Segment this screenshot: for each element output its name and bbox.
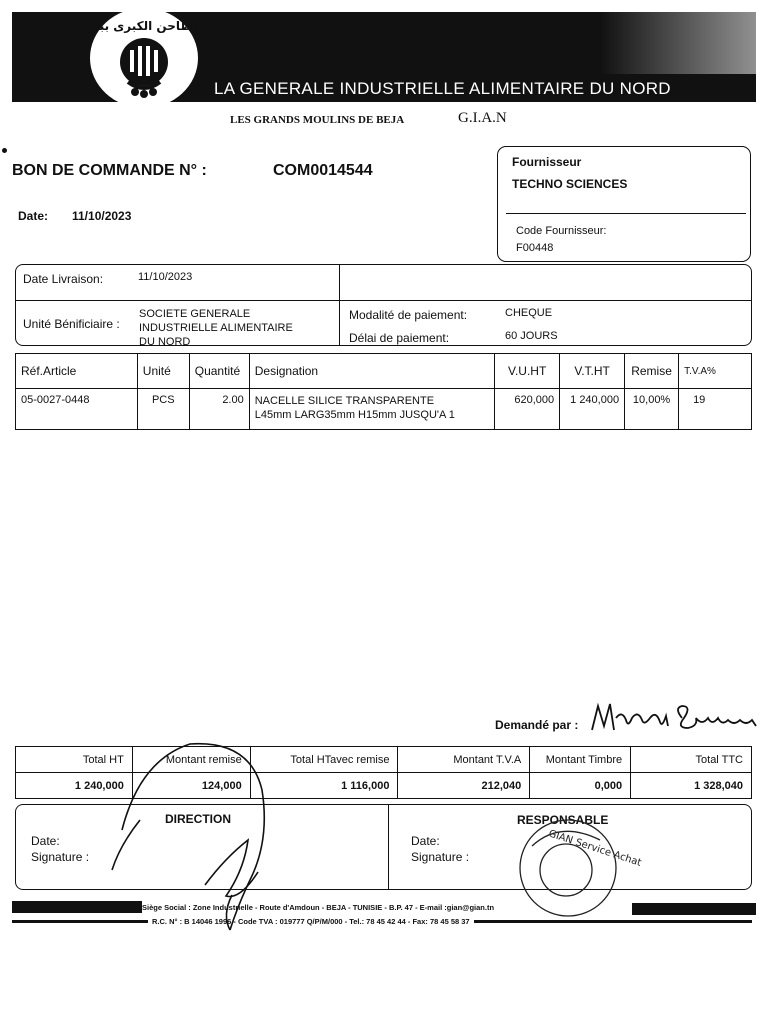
header-fade [600,12,760,74]
payment-mode-label: Modalité de paiement: [349,308,468,322]
supplier-title: Fournisseur [512,155,582,169]
items-table [15,353,752,430]
totals-header-row [16,747,752,773]
item-vtht: 1 240,000 [560,389,625,430]
totals-value-row [16,773,752,799]
montant-tva-value: 212,040 [398,773,530,799]
order-date-label: Date: [18,209,49,223]
total-ht-remise-label: Total HTavec remise [250,747,398,773]
total-ht-label: Total HT [16,747,133,773]
col-header-unit: Unité [137,354,189,389]
montant-timbre-label: Montant Timbre [530,747,631,773]
delivery-date: 11/10/2023 [138,271,193,283]
supplier-divider [506,213,746,214]
beneficiary-line: SOCIETE GENERALE [139,308,251,320]
col-header-vtht: V.T.HT [560,354,625,389]
responsable-signature-label: Signature : [411,850,470,864]
montant-tva-label: Montant T.V.A [398,747,530,773]
delivery-date-label: Date Livraison: [23,272,104,286]
company-name: LA GENERALE INDUSTRIELLE ALIMENTAIRE DU NORD [214,79,671,98]
order-number: COM0014544 [273,162,373,179]
col-header-vuht: V.U.HT [495,354,560,389]
margin-dot [2,148,7,153]
footer-registration: R.C. N° : B 14046 1996 - Code TVA : 019777 Q/P/M/000 - Tel.: 78 45 42 44 - Fax: 78 45 58 37 [148,917,474,926]
montant-remise-value: 124,000 [132,773,250,799]
order-title-label: BON DE COMMANDE N° : [12,162,207,179]
col-header-designation: Designation [249,354,494,389]
responsable-title: RESPONSABLE [517,813,609,827]
item-vuht: 620,000 [495,389,560,430]
direction-title: DIRECTION [165,812,231,826]
col-header-ref: Réf.Article [16,354,138,389]
payment-delay-label: Délai de paiement: [349,331,450,345]
montant-remise-label: Montant remise [132,747,250,773]
totals-table [15,746,752,799]
supplier-code-label: Code Fournisseur: [516,225,607,237]
item-qty: 2.00 [189,389,249,430]
company-acronym: G.I.A.N [458,110,507,126]
col-header-remise: Remise [625,354,679,389]
logo-arabic-text: المطاحن الكبرى بباجة [79,19,209,33]
beneficiary-line: INDUSTRIELLE ALIMENTAIRE [139,322,293,334]
total-ttc-label: Total TTC [631,747,752,773]
approvals-divider [388,804,389,890]
responsable-date-label: Date: [411,834,440,848]
payment-mode: CHEQUE [505,307,553,319]
montant-timbre-value: 0,000 [530,773,631,799]
col-header-tva: T.V.A% [679,354,752,389]
company-logo [79,8,209,112]
item-remise: 10,00% [625,389,679,430]
total-ht-remise-value: 1 116,000 [250,773,398,799]
order-date: 11/10/2023 [72,209,132,223]
col-header-qty: Quantité [189,354,249,389]
requested-by-label: Demandé par : [495,718,579,732]
item-tva: 19 [679,389,752,430]
info-divider [15,300,752,301]
company-subtitle: LES GRANDS MOULINS DE BEJA [230,114,405,126]
beneficiary-name [139,307,293,349]
items-header-row [16,354,752,389]
approvals-box [15,804,752,890]
table-row [16,389,752,430]
payment-delay: 60 JOURS [505,330,558,342]
direction-date-label: Date: [31,834,60,848]
beneficiary-line: DU NORD [139,336,191,348]
supplier-name: TECHNO SCIENCES [512,177,628,191]
beneficiary-label: Unité Bénificiaire : [23,317,120,331]
supplier-code: F00448 [516,242,554,254]
footer-address: Siège Social : Zone Industrielle - Route d'Amdoun - BEJA - TUNISIE - B.P. 47 - E-mail :gian@gian.tn [142,903,495,912]
item-unit: PCS [137,389,189,430]
total-ttc-value: 1 328,040 [631,773,752,799]
footer-bar [12,901,142,913]
total-ht-value: 1 240,000 [16,773,133,799]
footer-bar [632,903,756,915]
info-column-divider [339,264,340,346]
item-ref: 05-0027-0448 [16,389,138,430]
direction-signature-label: Signature : [31,850,90,864]
item-designation-line: NACELLE SILICE TRANSPARENTE [254,395,435,407]
item-designation [249,389,494,430]
requested-by-signature [588,696,760,740]
stamp-text: GIAN Service Achat [547,828,643,869]
item-designation-line: L45mm LARG35mm H15mm JUSQU'A 1 [254,409,455,421]
